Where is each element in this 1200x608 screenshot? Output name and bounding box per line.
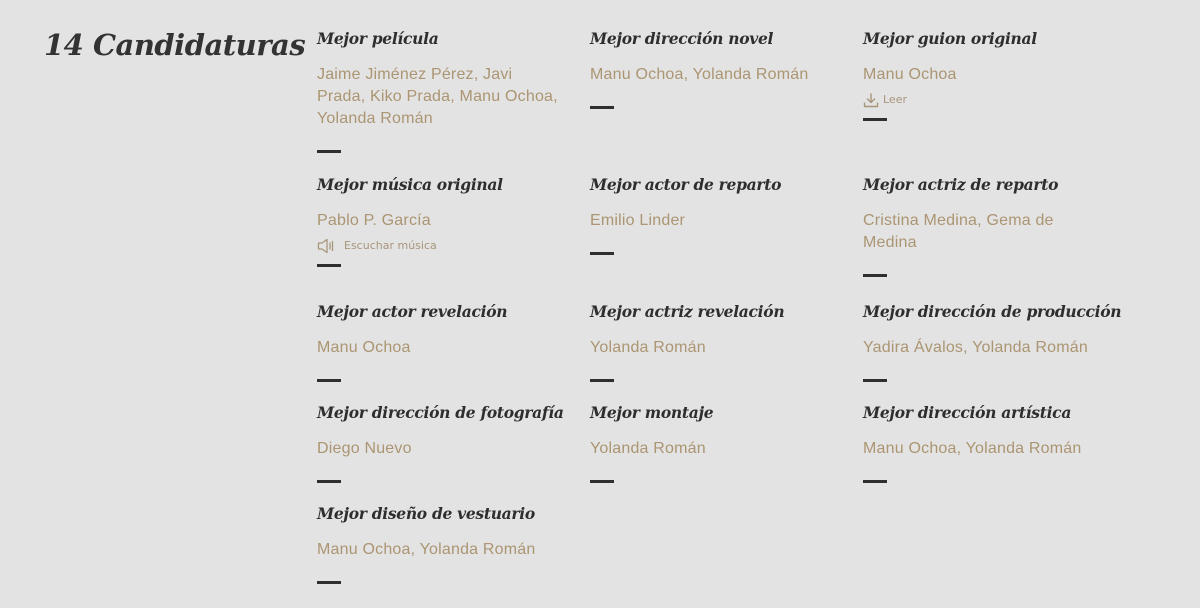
nomination-mejor-direccion-de-fotografia: [317, 403, 562, 483]
nomination-mejor-actor-revelacion: [317, 302, 562, 382]
category-title: Mejor actriz de reparto: [863, 175, 1059, 194]
category-title: Mejor actor de reparto: [590, 175, 782, 194]
nominee-names: Diego Nuevo: [317, 440, 412, 457]
nominee-names: Emilio Linder: [590, 212, 686, 229]
category-title: Mejor actor revelación: [317, 302, 508, 321]
nominee-names: Manu Ochoa, Yolanda Román: [863, 440, 1082, 457]
divider: [590, 252, 614, 255]
divider: [863, 379, 887, 382]
nominee-names: Yadira Ávalos, Yolanda Román: [863, 339, 1089, 356]
category-title: Mejor dirección de producción: [863, 302, 1122, 321]
divider: [590, 106, 614, 109]
nomination-mejor-direccion-artistica: [863, 403, 1108, 483]
category-title: Mejor dirección artística: [863, 403, 1072, 422]
download-icon: [863, 93, 879, 108]
nomination-mejor-actriz-de-reparto: [863, 175, 1108, 277]
nomination-mejor-montaje: [590, 403, 835, 483]
nomination-mejor-direccion-novel: [590, 29, 835, 109]
nomination-mejor-actriz-revelacion: [590, 302, 835, 382]
category-title: Mejor guion original: [863, 29, 1037, 48]
divider: [317, 150, 341, 153]
divider: [863, 118, 887, 121]
nominee-names: Manu Ochoa: [863, 66, 957, 83]
divider: [590, 480, 614, 483]
nomination-mejor-guion-original: [863, 29, 1108, 121]
divider: [317, 581, 341, 584]
divider: [317, 379, 341, 382]
listen-music-label: Escuchar música: [344, 239, 437, 252]
category-title: Mejor actriz revelación: [590, 302, 785, 321]
read-script-link[interactable]: [863, 92, 1108, 108]
listen-music-link[interactable]: [317, 238, 562, 254]
nominee-names: Manu Ochoa, Yolanda Román: [590, 66, 809, 83]
nominee-names: Yolanda Román: [590, 339, 706, 356]
divider: [863, 480, 887, 483]
category-title: Mejor dirección novel: [590, 29, 774, 48]
nominee-names: Cristina Medina, Gema de Medina: [863, 212, 1054, 251]
category-title: Mejor montaje: [590, 403, 714, 422]
speaker-icon: [317, 238, 336, 254]
nomination-mejor-direccion-de-produccion: [863, 302, 1143, 382]
nominee-names: Jaime Jiménez Pérez, Javi Prada, Kiko Prada, Manu Ochoa, Yolanda Román: [317, 66, 558, 127]
nomination-mejor-actor-de-reparto: [590, 175, 835, 255]
nominee-names: Yolanda Román: [590, 440, 706, 457]
divider: [863, 274, 887, 277]
divider: [590, 379, 614, 382]
category-title: Mejor película: [317, 29, 439, 48]
nomination-mejor-musica-original: [317, 175, 562, 267]
read-script-label: Leer: [883, 93, 907, 106]
category-title: Mejor música original: [317, 175, 503, 194]
nominee-names: Manu Ochoa, Yolanda Román: [317, 541, 536, 558]
nomination-mejor-pelicula: [317, 29, 562, 153]
nominee-names: Manu Ochoa: [317, 339, 411, 356]
divider: [317, 264, 341, 267]
section-title: 14 Candidaturas: [44, 28, 306, 62]
nominee-names: Pablo P. García: [317, 212, 431, 229]
category-title: Mejor dirección de fotografía: [317, 403, 564, 422]
category-title: Mejor diseño de vestuario: [317, 504, 535, 523]
nomination-mejor-diseno-de-vestuario: [317, 504, 562, 584]
divider: [317, 480, 341, 483]
